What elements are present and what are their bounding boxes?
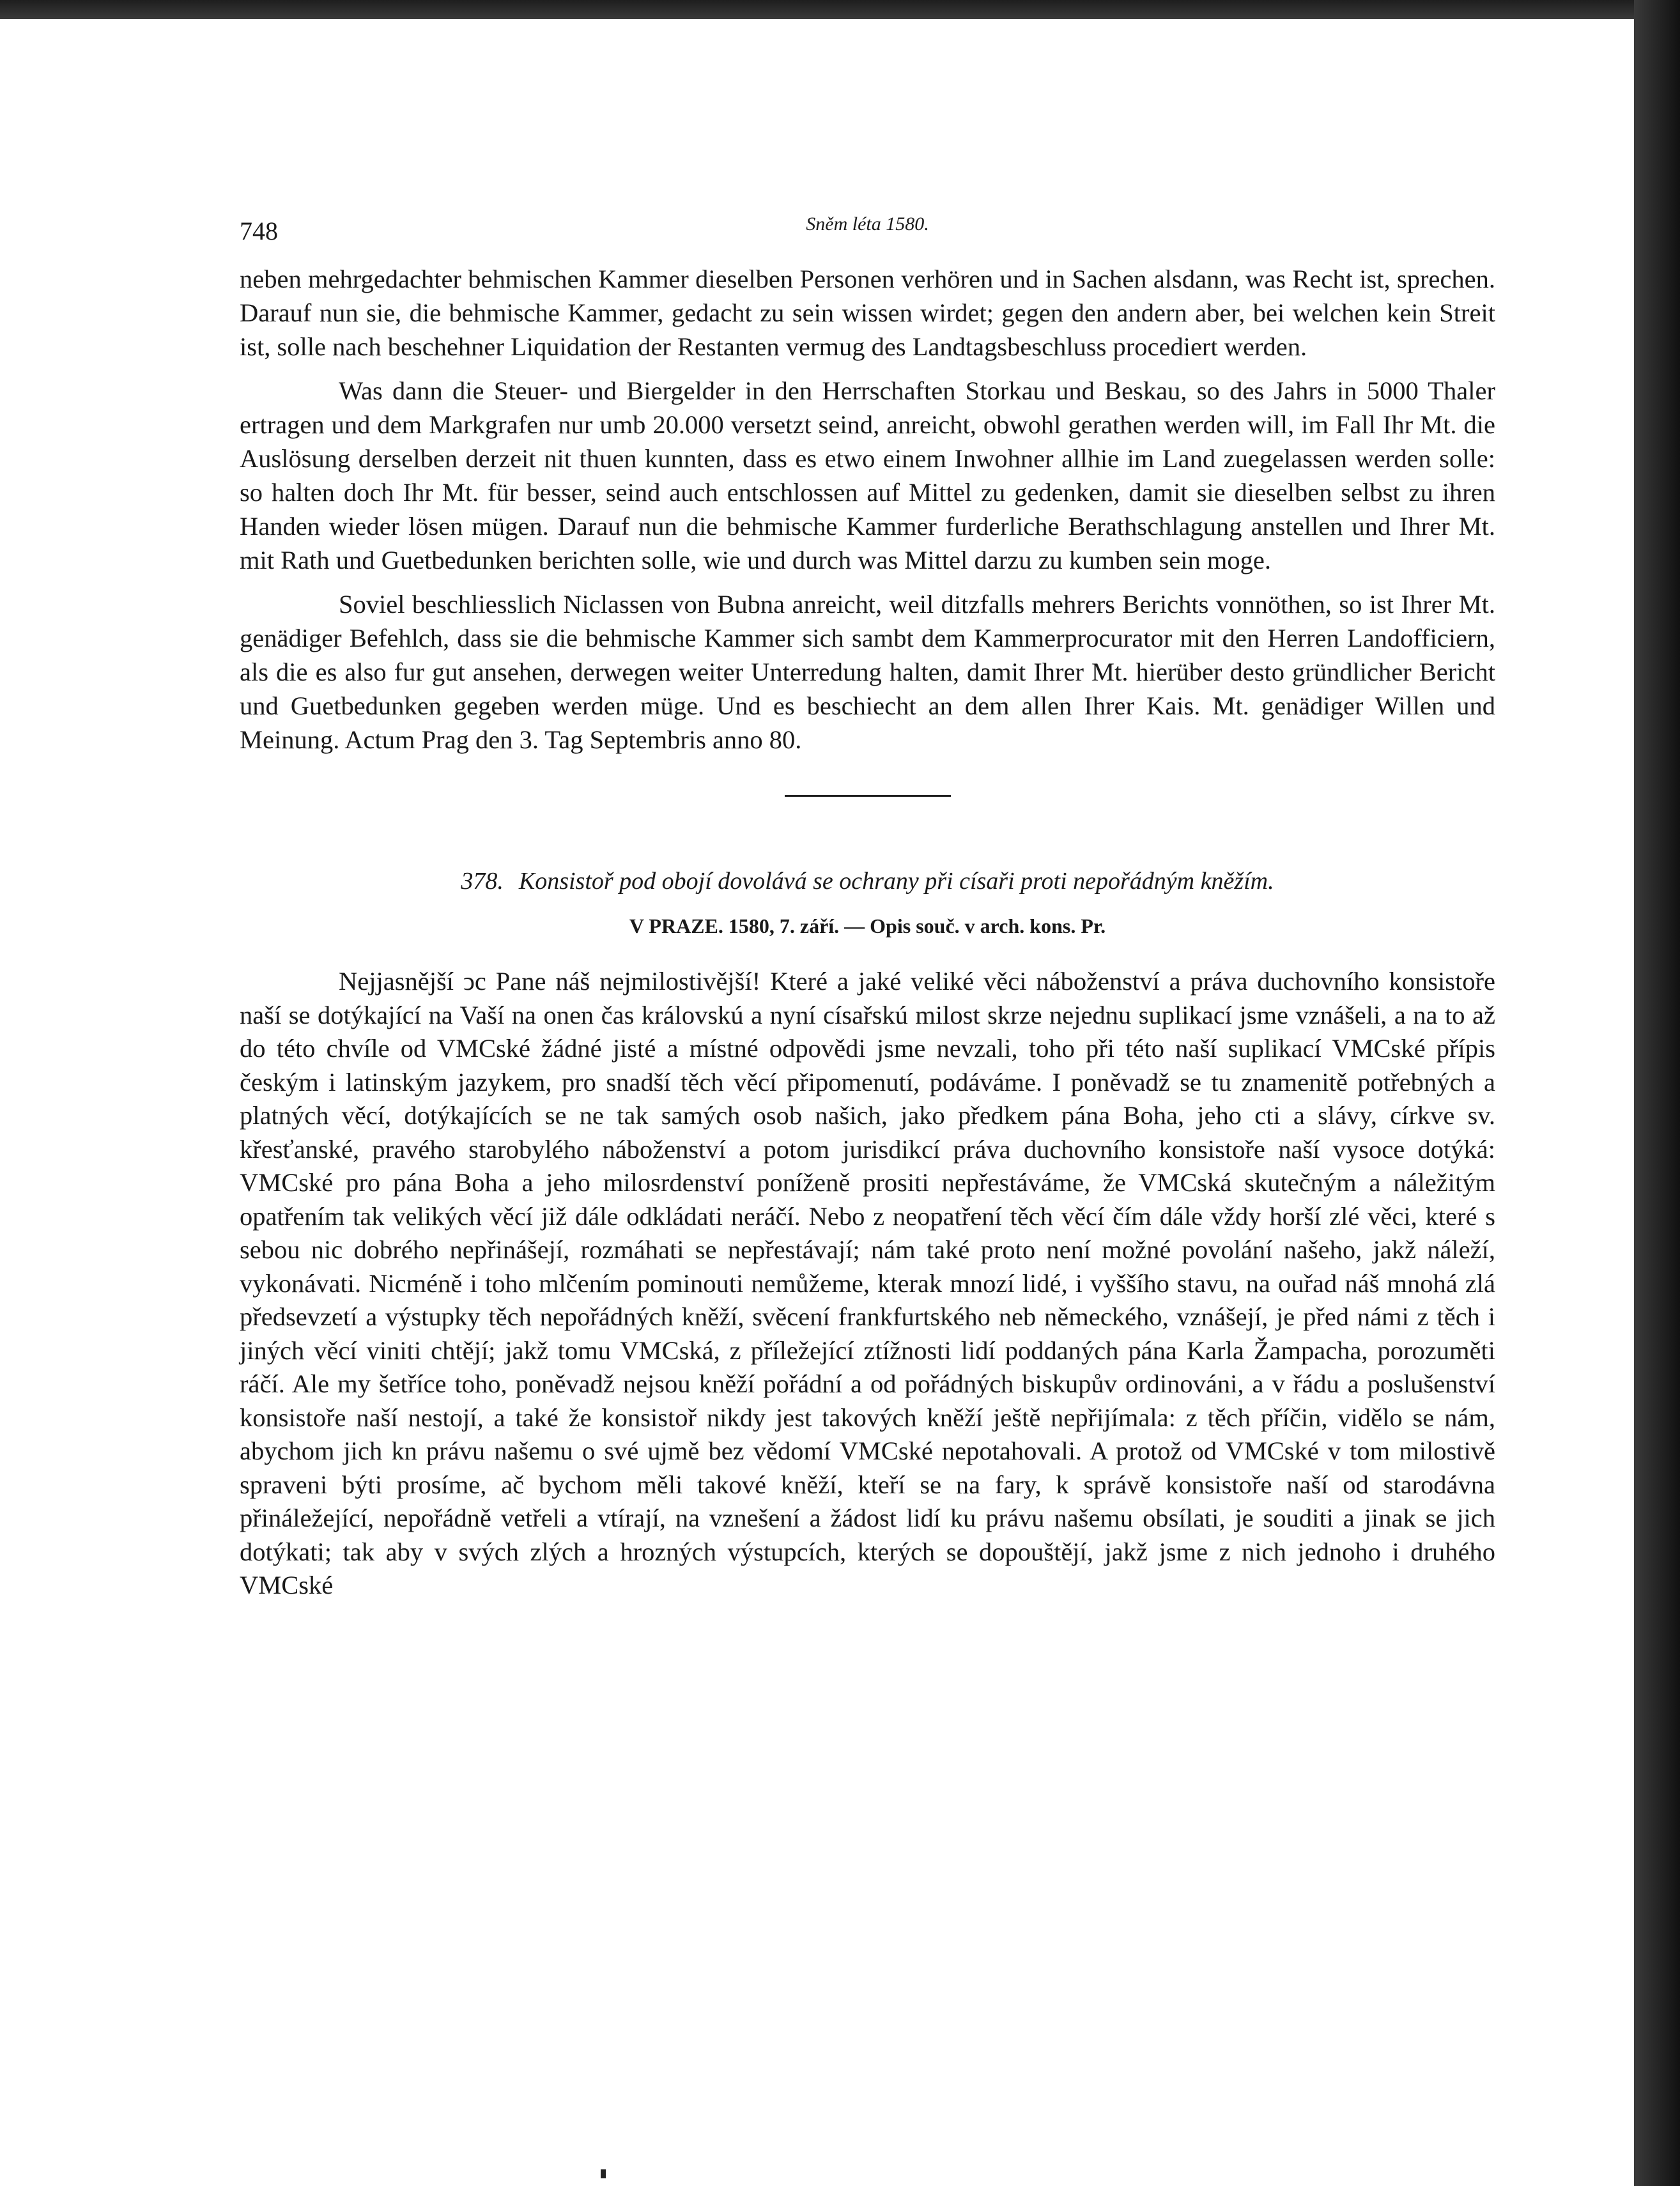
german-paragraph-2: Was dann die Steuer- und Biergelder in den Herrschaften Storkau und Beskau, so des Jahrs in 5000 Thaler ertragen und dem Markgrafen nur umb 20.000 versetzt seind, anreicht, obwohl gerathen werden will, im Fall Ihr Mt. die Auslösung derselben derzeit nit thuen kunnten, dass es etwo einem Inwohner allhie im Land zuegelassen werden solle: so halten doch Ihr Mt. für besser, seind auch entschlossen auf Mittel zu gedenken, damit sie dieselben selbst zu ihren Handen wieder lösen mügen. Darauf nun die behmische Kammer furderliche Berathschlagung anstellen und Ihrer Mt. mit Rath und Guetbedunken berichten solle, wie und durch was Mittel darzu zu kumben sein moge. xyxy=(240,376,1495,574)
document-title: Konsistoř pod obojí dovolává se ochrany při císaři proti nepořádným kněžím. xyxy=(518,868,1274,895)
czech-paragraph: Nejjasnější ↄc Pane náš nejmilostivější! Které a jaké veliké věci náboženství a práva duchovního konsistoře naší se dotýkající na Vaší na onen čas královskú a nyní císařskú milost skrze nejednu suplikací jsme vznášeli, a na to až do této chvíle od VMCské žádné jisté a místné odpovědi jsme nevzali, toho při této naší suplikací VMCské přípis českým i latinským jazykem, pro snadší těch věcí připomenutí, podáváme. I poněvadž se tu znamenitě potřebných a platných věcí, dotýkajících se ne tak samých osob našich, jako předkem pána Boha, jeho cti a slávy, církve sv. křesťanské, pravého starobylého náboženství a potom jurisdikcí práva duchovního konsistoře naší vysoce dotýká: VMCské pro pána Boha a jeho milosrdenství poníženě prositi nepřestáváme, že VMCská skutečným a náležitým opatřením tak velikých věcí již dále odkládati neráčí. Nebo z neopatření těch věcí čím dále vždy horší zlé věci, které s sebou nic dobrého nepřinášejí, rozmáhati se nepřestávají; nám také proto není možné povolání našeho, jakž náleží, vykonávati. Nicméně i toho mlčením pominouti nemůžeme, kterak mnozí lidé, i vyššího stavu, na ouřad náš mnohá zlá předsevzetí a výstupky těch nepořádných kněží, svěcení frankfurtského neb německého, vznášejí, je před námi z těch i jiných věcí viniti chtějí; jakž tomu VMCská, z příležející ztížnosti lidí poddaných pána Karla Žampacha, porozuměti ráčí. Ale my šetříce toho, poněvadž nejsou kněží pořádní a od pořádných biskupův ordinováni, a v řádu a poslušenství konsistoře naší nestojí, a také že konsistoř nikdy jest takových kněží ještě nepřijímala: z těch příčin, vidělo se nám, abychom jich kn právu našemu o své ujmě bez vědomí VMCské nepotahovali. A protož od VMCské v tom milostivě spraveni býti prosíme, ač bychom měli takové kněží, kteří se na fary, k správě konsistoře naší od starodávna přináležející, nepořádně vetřeli a vtírají, na vznešení a žádost lidí ku právu našemu obsílati, je souditi a jinak se jich dotýkati; tak aby v svých zlých a hrozných výstupcích, kterých se dopouštějí, jakž jsme z nich jednoho i druhého VMCské xyxy=(240,967,1495,1599)
book-page xyxy=(240,204,1495,1603)
german-paragraph-1: neben mehrgedachter behmischen Kammer dieselben Personen verhören und in Sachen alsdann, was Recht ist, sprechen. Darauf nun sie, die behmische Kammer, gedacht zu sein wissen wirdet; gegen den andern aber, bei welchen kein Streit ist, solle nach beschehner Liquidation der Restanten vermug des Landtagsbeschluss procediert werden. xyxy=(240,265,1495,361)
german-paragraph-3: Soviel beschliesslich Niclassen von Bubna anreicht, weil ditzfalls mehrers Berichts vonnöthen, so ist Ihrer Mt. genädiger Befehlch, dass sie die behmische Kammer sich sambt dem Kammerprocurator mit den Herren Landofficiern, als die es also fur gut ansehen, derwegen weiter Unterredung halten, damit Ihrer Mt. hierüber desto gründlicher Bericht und Guetbedunken gegeben werden müge. Und es beschiecht an dem allen Ihrer Kais. Mt. genädiger Willen und Meinung. Actum Prag den 3. Tag Septembris anno 80. xyxy=(240,590,1495,754)
document-heading xyxy=(240,867,1495,895)
document-number: 378. xyxy=(461,868,504,895)
running-head xyxy=(240,204,1495,243)
scan-border-top xyxy=(0,0,1680,19)
document-source-line: V PRAZE. 1580, 7. září. — Opis souč. v arch. kons. Pr. xyxy=(629,914,1106,937)
german-text-block xyxy=(240,262,1495,757)
section-divider xyxy=(785,795,951,797)
page-number: 748 xyxy=(240,217,278,245)
scan-border-right xyxy=(1634,0,1680,2186)
czech-text-block xyxy=(240,965,1495,1603)
scan-speck xyxy=(601,2169,606,2178)
running-title: Sněm léta 1580. xyxy=(806,213,929,235)
